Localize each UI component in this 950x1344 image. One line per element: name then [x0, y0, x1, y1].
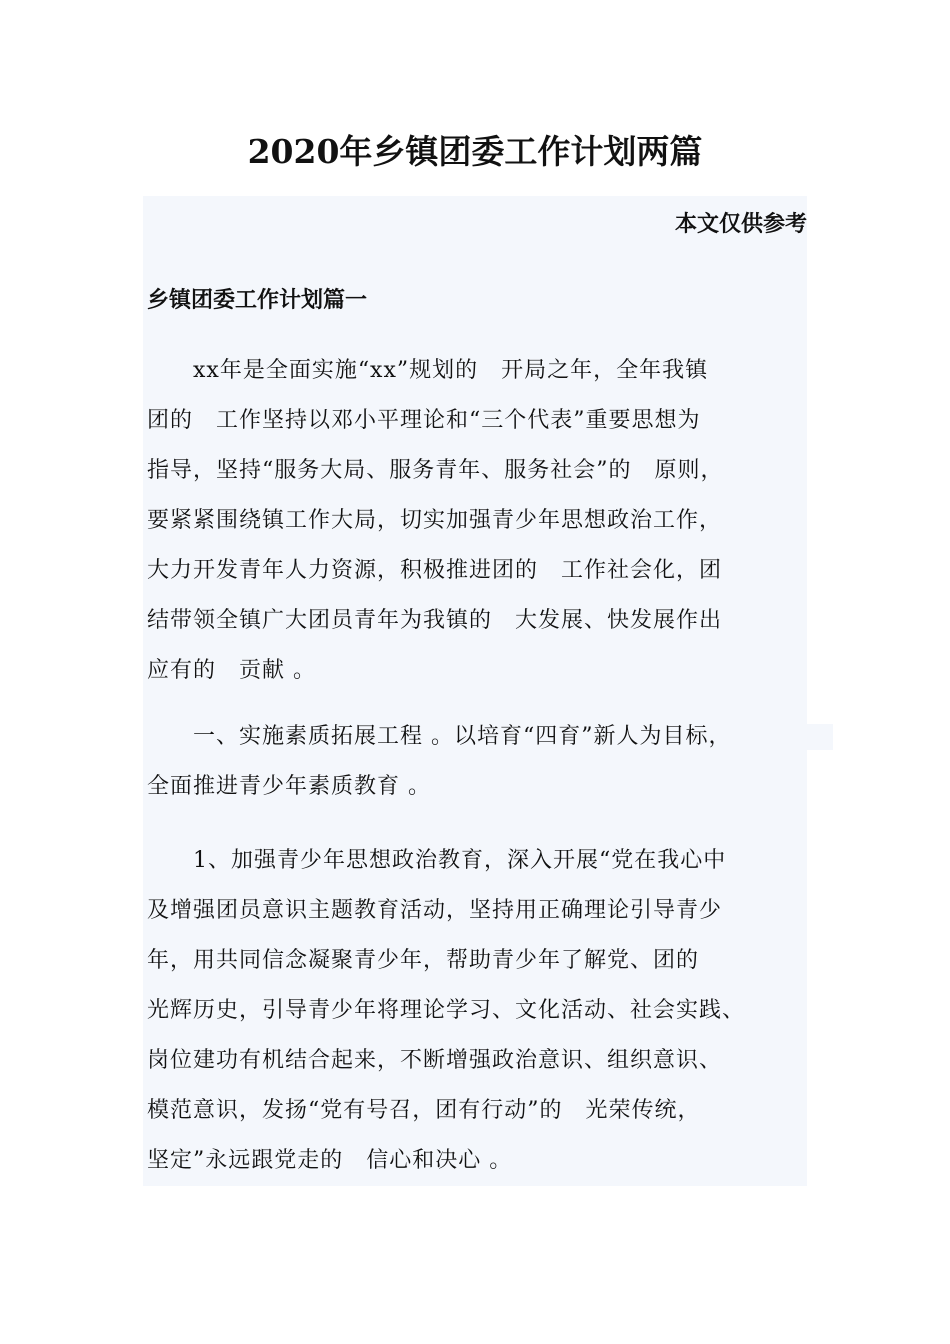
paragraph-line: 模范意识，发扬“党有号召，团有行动”的 光荣传统， — [147, 1098, 701, 1123]
paragraph-line: 一、实施素质拓展工程 。以培育“四育”新人为目标， — [147, 724, 732, 749]
highlight-fragment — [807, 724, 833, 750]
paragraph-line: 坚定”永远跟党走的 信心和决心 。 — [147, 1148, 513, 1173]
paragraph-line: 及增强团员意识主题教育活动，坚持用正确理论引导青少 — [147, 898, 723, 923]
paragraph-line: 大力开发青年人力资源，积极推进团的 工作社会化，团 — [147, 558, 723, 583]
paragraph-line: 应有的 贡献 。 — [147, 658, 316, 683]
document-title: 2020年乡镇团委工作计划两篇 — [247, 132, 703, 171]
paragraph-line: 结带领全镇广大团员青年为我镇的 大发展、快发展作出 — [147, 608, 723, 633]
paragraph-line: xx年是全面实施“xx”规划的 开局之年，全年我镇 — [147, 358, 709, 383]
paragraph-line: 全面推进青少年素质教育 。 — [147, 774, 431, 799]
paragraph-line: 1、加强青少年思想政治教育，深入开展“党在我心中 — [147, 848, 727, 873]
paragraph-line: 团的 工作坚持以邓小平理论和“三个代表”重要思想为 — [147, 408, 701, 433]
paragraph-line: 光辉历史，引导青少年将理论学习、文化活动、社会实践、 — [147, 998, 746, 1023]
paragraph-intro — [147, 346, 807, 696]
section-heading: 乡镇团委工作计划篇一 — [147, 287, 368, 313]
paragraph-item-one — [147, 836, 807, 1186]
paragraph-line: 指导，坚持“服务大局、服务青年、服务社会”的 原则， — [147, 458, 724, 483]
paragraph-line: 岗位建功有机结合起来，不断增强政治意识、组织意识、 — [147, 1048, 723, 1073]
paragraph-section-one — [147, 712, 807, 812]
paragraph-line: 年，用共同信念凝聚青少年，帮助青少年了解党、团的 — [147, 948, 700, 973]
paragraph-line: 要紧紧围绕镇工作大局，切实加强青少年思想政治工作， — [147, 508, 723, 533]
document-body — [143, 196, 807, 1186]
reference-notice: 本文仅供参考 — [674, 211, 807, 237]
